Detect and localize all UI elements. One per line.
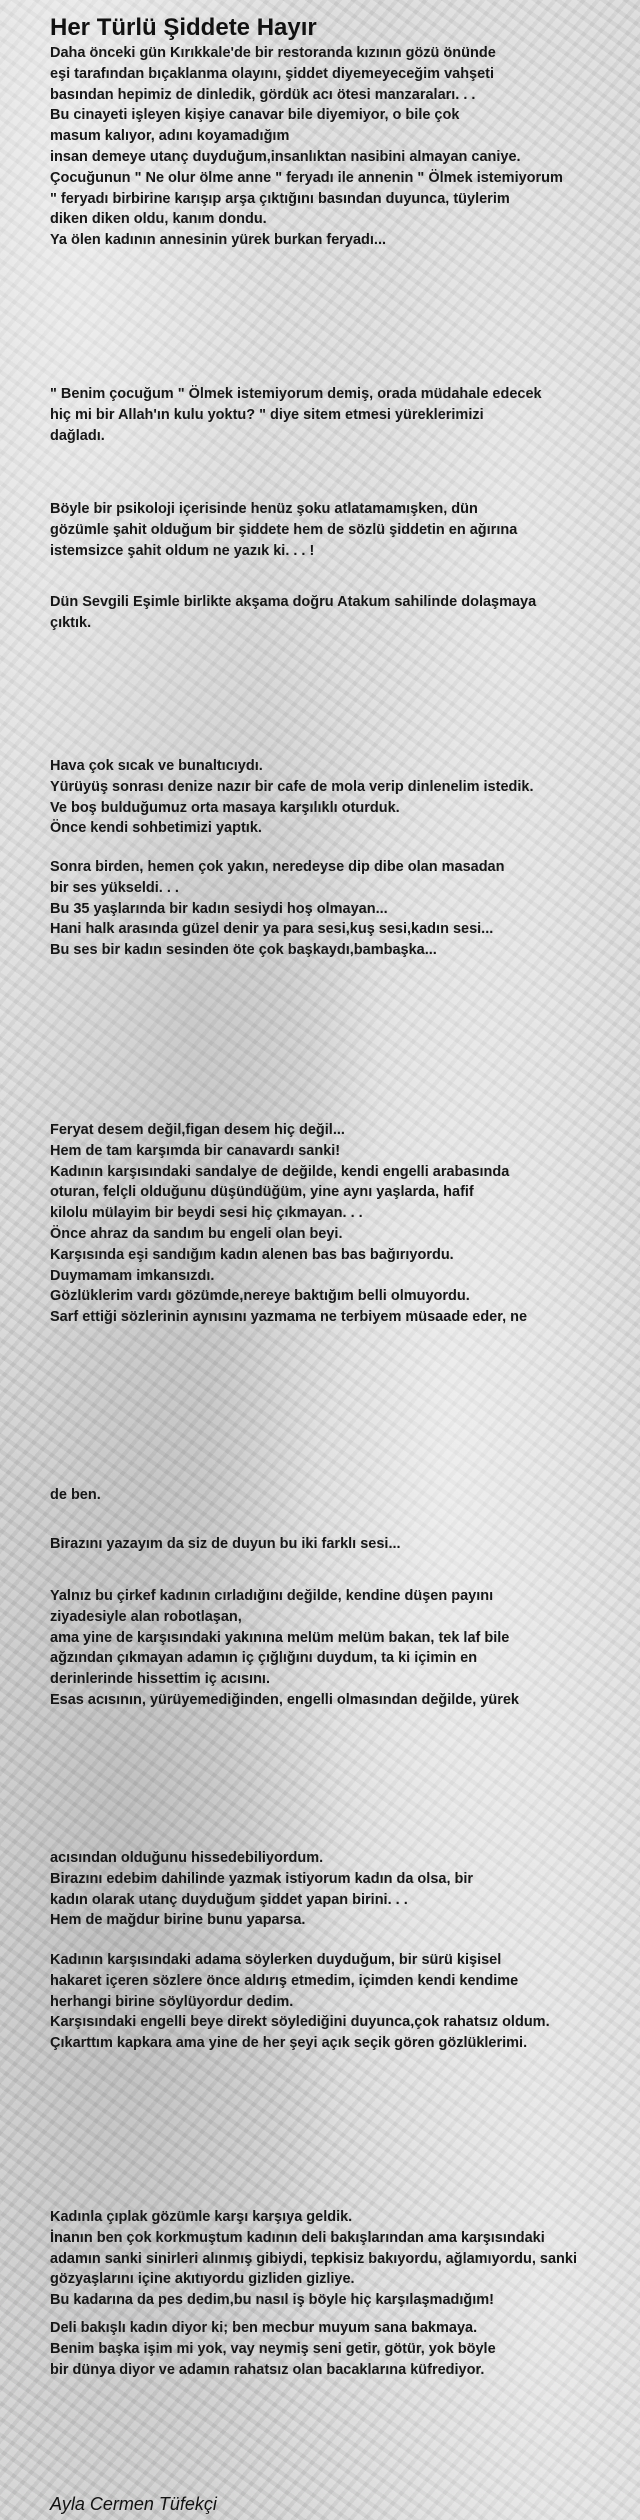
paragraph: Kadınla çıplak gözümle karşı karşıya geldik. İnanın ben çok korkmuştum kadının deli bakışlarından ama karşısındaki adamın sanki sinirleri alınmış gibiydi, tepkisiz bakıyordu, ağlamıyordu, sanki gözyaşlarını içine akıtıyordu gizliden gizliye. Bu kadarına da pes dedim,bu nasıl iş böyle hiç karşılaşmadığım! [50, 2209, 577, 2309]
paragraph: acısından olduğunu hissedebiliyordum. Birazını edebim dahilinde yazmak istiyorum kadın da olsa, bir kadın olarak utanç duyduğum şiddet yapan birini. . . Hem de mağdur birine bunu yaparsa. [50, 1850, 474, 1929]
paragraph: Yalnız bu çirkef kadının cırladığını değilde, kendine düşen payını ziyadesiyle alan robotlaşan, ama yine de karşısındaki yakınına melüm melüm bakan, tek laf bile ağzından çıkmayan adamın iç çığlığını duydum, ta ki içimin en derinlerinde hissettim iç acısını. Esas acısının, yürüyemediğinden, engelli olmasından değilde, yürek [50, 1588, 519, 1708]
paragraph: Sonra birden, hemen çok yakın, neredeyse dip dibe olan masadan bir ses yükseldi. . . Bu 35 yaşlarında bir kadın sesiydi hoş olmayan... Hani halk arasında güzel denir ya para sesi,kuş sesi,kadın sesi... Bu ses bir kadın sesinden öte çok başkaydı,bambaşka... [50, 859, 505, 959]
paragraph: Birazını yazayım da siz de duyun bu iki farklı sesi... [50, 1536, 401, 1552]
paragraph: Kadının karşısındaki adama söylerken duyduğum, bir sürü kişisel hakaret içeren sözlere önce aldırış etmedim, içimden kendi kendime herhangi birine söylüyordur dedim. Karşısındaki engelli beye direkt söylediğini duyunca,çok rahatsız oldum. Çıkarttım kapkara ama yine de her şeyi açık seçik gören gözlüklerimi. [50, 1952, 550, 2052]
paragraph: Daha önceki gün Kırıkkale'de bir restoranda kızının gözü önünde eşi tarafından bıçaklanma olayını, şiddet diyemeyeceğim vahşeti basından hepimiz de dinledik, gördük acı ötesi manzaraları. . . Bu cinayeti işleyen kişiye canavar bile diyemiyor, o bile çok masum kalıyor, adını koyamadığım insan demeye utanç duyduğum,insanlıktan nasibini almayan caniye. Çocuğunun " Ne olur ölme anne " feryadı ile annenin " Ölmek istemiyorum " feryadı birbirine karışıp arşa çıktığını basından duyunca, tüylerim diken diken oldu, kanım dondu. Ya ölen kadının annesinin yürek burkan feryadı... [50, 45, 563, 249]
paragraph: Hava çok sıcak ve bunaltıcıydı. Yürüyüş sonrası denize nazır bir cafe de mola verip dinlenelim istedik. Ve boş bulduğumuz orta masaya karşılıklı oturduk. Önce kendi sohbetimizi yaptık. [50, 758, 534, 837]
paragraph: Feryat desem değil,figan desem hiç değil... Hem de tam karşımda bir canavardı sanki! Kadının karşısındaki sandalye de değilde, kendi engelli arabasında oturan, felçli olduğunu düşündüğüm, yine aynı yaşlarda, hafif kilolu mülayim bir beydi sesi hiç çıkmayan. . . Önce ahraz da sandım bu engeli olan beyi. Karşısında eşi sandığım kadın alenen bas bas bağırıyordu. Duymamam imkansızdı. Gözlüklerim vardı gözümde,nereye baktığım belli olmuyordu. Sarf ettiği sözlerinin aynısını yazmama ne terbiyem müsaade eder, ne [50, 1122, 528, 1326]
paragraph: " Benim çocuğum " Ölmek istemiyorum demiş, orada müdahale edecek hiç mi bir Allah'ın kulu yoktu? " diye sitem etmesi yüreklerimizi dağladı. [50, 386, 542, 444]
paragraph: de ben. [50, 1487, 101, 1503]
paragraph: Dün Sevgili Eşimle birlikte akşama doğru Atakum sahilinde dolaşmaya çıktık. [50, 594, 537, 631]
poem-title: Her Türlü Şiddete Hayır [50, 14, 317, 41]
paragraph: Deli bakışlı kadın diyor ki; ben mecbur muyum sana bakmaya. Benim başka işim mi yok, vay neymiş seni getir, götür, yok böyle bir dünya diyor ve adamın rahatsız olan bacaklarına küfrediyor. [50, 2320, 496, 2378]
paragraph: Böyle bir psikoloji içerisinde henüz şoku atlatamamışken, dün gözümle şahit olduğum bir şiddete hem de sözlü şiddetin en ağırına istemsizce şahit oldum ne yazık ki. . . ! [50, 501, 518, 559]
author-name: Ayla Cermen Tüfekçi [50, 2494, 217, 2514]
